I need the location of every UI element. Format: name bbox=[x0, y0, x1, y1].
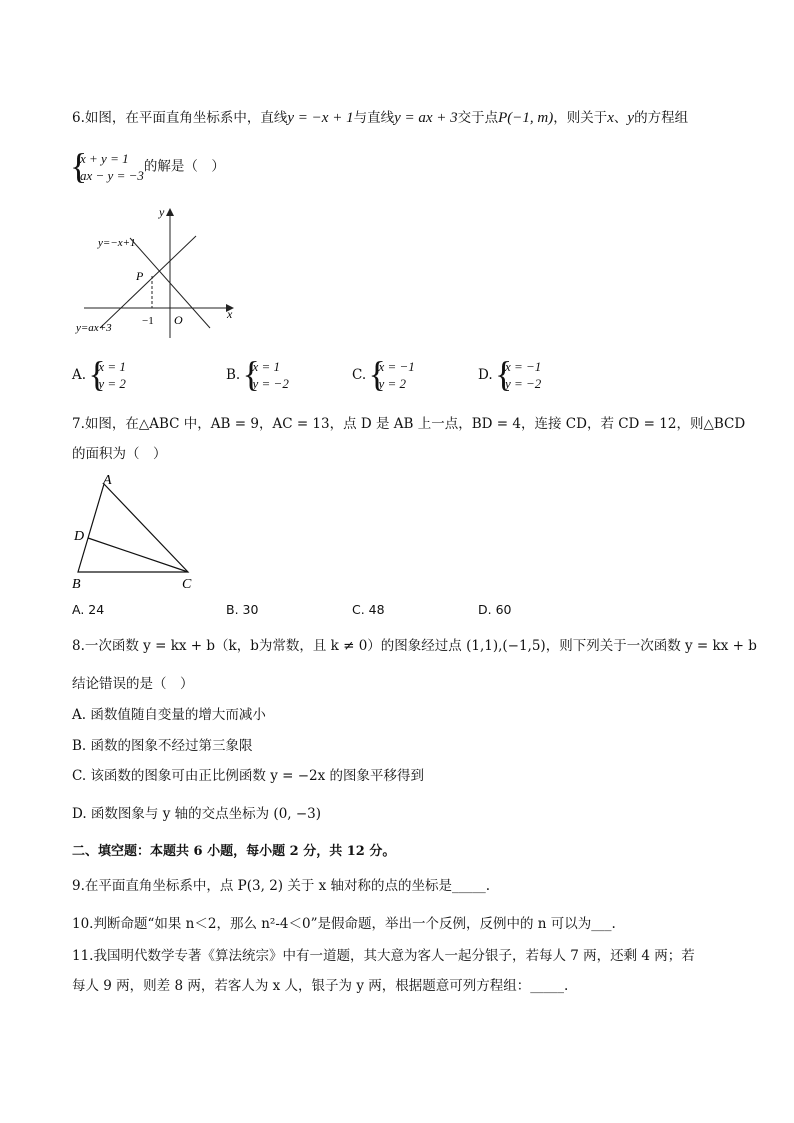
q6-point: P(−1, m) bbox=[498, 110, 554, 126]
q6-option-c[interactable] bbox=[352, 358, 415, 392]
q7-triangle-figure bbox=[70, 472, 200, 594]
q6-option-a[interactable] bbox=[72, 358, 126, 392]
option-row-2: y = −2 bbox=[504, 376, 542, 391]
option-letter: B. bbox=[226, 367, 241, 383]
q9-stem: 9.在平面直角坐标系中，点 P(3, 2) 关于 x 轴对称的点的坐标是_____. bbox=[72, 878, 491, 894]
q6-end: 的方程组 bbox=[634, 110, 689, 126]
q7-option-a[interactable]: A. 24 bbox=[72, 602, 105, 617]
label-point-p: P bbox=[136, 269, 144, 283]
section-2-heading: 二、填空题：本题共 6 小题，每小题 2 分，共 12 分。 bbox=[72, 844, 396, 859]
q6-equation-system bbox=[72, 150, 144, 184]
q8-stem-line-1: 8.一次函数 y = kx + b（k，b为常数，且 k ≠ 0）的图象经过点 (1,1),(−1,5)，则下列关于一次函数 y = kx + b bbox=[72, 638, 757, 654]
label-line2: y=ax+3 bbox=[76, 322, 112, 334]
q6-stem bbox=[72, 108, 688, 128]
q6-tail: 的解是（ ） bbox=[143, 158, 225, 175]
label-x: x bbox=[227, 307, 233, 321]
q6-system-row-1: { x + y = 1 bbox=[80, 151, 129, 166]
option-row-1: { x = 1 bbox=[98, 359, 126, 374]
y-axis-arrow-icon bbox=[166, 208, 174, 216]
q7-option-b[interactable]: B. 30 bbox=[226, 602, 259, 617]
q6-intro: 如图，在平面直角坐标系中，直线 bbox=[84, 110, 288, 126]
vertex-b-label: B bbox=[72, 577, 81, 592]
option-letter: C. bbox=[352, 367, 367, 383]
q6-line1-expr: y = −x + 1 bbox=[287, 110, 354, 126]
q8-option-b[interactable]: B. 函数的图象不经过第三象限 bbox=[72, 738, 253, 754]
vertex-d-label: D bbox=[74, 529, 85, 544]
option-system bbox=[370, 358, 414, 392]
q8-option-a[interactable]: A. 函数值随自变量的增大而减小 bbox=[72, 707, 266, 723]
option-row-2: y = −2 bbox=[252, 376, 289, 391]
option-row-1: { x = 1 bbox=[252, 359, 281, 374]
option-row-1: { x = −1 bbox=[378, 359, 415, 374]
label-line1: y=−x+1 bbox=[98, 237, 136, 249]
q6-mid2: 交于点 bbox=[457, 110, 499, 126]
q8-option-c[interactable]: C. 该函数的图象可由正比例函数 y = −2x 的图象平移得到 bbox=[72, 768, 425, 784]
q6-system-row-2: ax − y = −3 bbox=[80, 168, 144, 183]
q6-line2-expr: y = ax + 3 bbox=[394, 110, 458, 126]
option-letter: A. bbox=[72, 367, 87, 383]
option-row-2: y = 2 bbox=[98, 376, 126, 391]
option-row-1: { x = −1 bbox=[504, 359, 542, 374]
q6-option-d[interactable] bbox=[478, 358, 541, 392]
label-neg-one: −1 bbox=[142, 315, 154, 327]
q11-stem-line-2: 每人 9 两，则差 8 两，若客人为 x 人，银子为 y 两，根据题意可列方程组：_____. bbox=[72, 978, 569, 994]
vertex-c-label: C bbox=[182, 577, 192, 592]
triangle-abc bbox=[78, 484, 188, 572]
option-system bbox=[497, 358, 541, 392]
label-origin: O bbox=[174, 313, 183, 327]
q8-stem-line-2: 结论错误的是（ ） bbox=[72, 676, 194, 692]
q7-option-d[interactable]: D. 60 bbox=[478, 602, 512, 617]
q11-stem-line-1: 11.我国明代数学专著《算法统宗》中有一道题，其大意为客人一起分银子，若每人 7 两，还剩 4 两；若 bbox=[72, 948, 695, 964]
q6-number: 6. bbox=[72, 110, 85, 126]
q6-option-b[interactable] bbox=[226, 358, 289, 392]
q8-option-d[interactable]: D. 函数图象与 y 轴的交点坐标为 (0, −3) bbox=[72, 806, 322, 822]
q6-sep: 、 bbox=[613, 110, 628, 126]
vertex-a-label: A bbox=[103, 473, 112, 488]
option-system bbox=[90, 358, 126, 392]
option-system bbox=[245, 358, 289, 392]
option-letter: D. bbox=[478, 367, 493, 383]
segment-cd bbox=[88, 538, 188, 572]
q6-mid1: 与直线 bbox=[353, 110, 395, 126]
q7-stem-line-1: 7.如图，在△ABC 中，AB = 9，AC = 13，点 D 是 AB 上一点，BD = 4，连接 CD，若 CD = 12，则△BCD bbox=[72, 416, 746, 432]
q7-stem-line-2: 的面积为（ ） bbox=[72, 446, 167, 462]
q10-stem: 10.判断命题“如果 n＜2，那么 n²-4＜0”是假命题，举出一个反例，反例中的 n 可以为___. bbox=[72, 916, 616, 932]
label-y: y bbox=[159, 205, 165, 219]
q6-mid3: ，则关于 bbox=[553, 110, 608, 126]
q7-option-c[interactable]: C. 48 bbox=[352, 602, 385, 617]
option-row-2: y = 2 bbox=[378, 376, 406, 391]
q6-var-y: y bbox=[627, 110, 635, 126]
q6-system-line bbox=[72, 150, 225, 184]
q6-var-x: x bbox=[607, 110, 614, 126]
q6-coordinate-graph bbox=[72, 200, 242, 340]
